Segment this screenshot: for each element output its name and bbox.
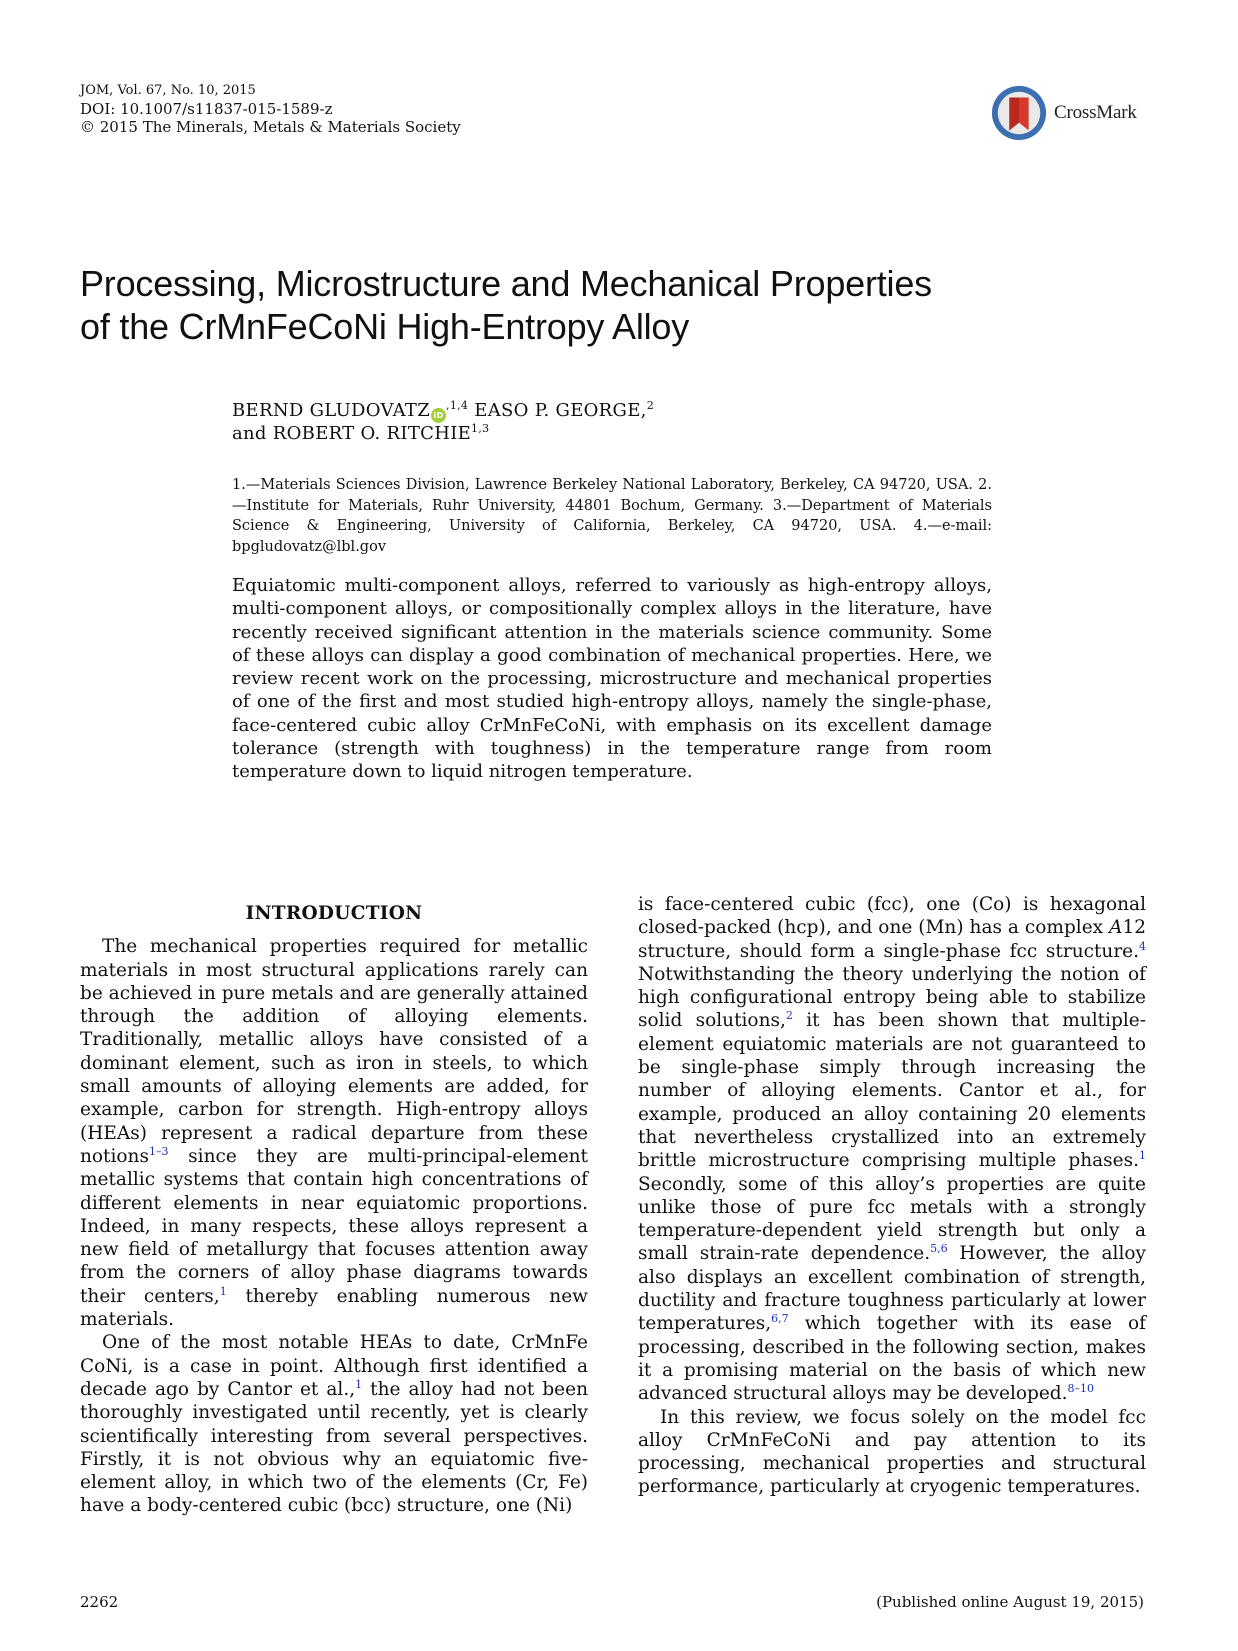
paragraph-text: 12 structure, should form a single-phase fcc structure. [638, 917, 1146, 962]
section-heading: INTRODUCTION [245, 903, 423, 924]
paragraph-text: the alloy had not been thoroughly investigated until recently, yet is clearly scientifically interesting from several perspectives. Firstly, it is not obvious why an equiatomic five-element alloy, in which two of the elements (Cr, Fe) have a body-centered cubic (bcc) structure, one (Ni) [80, 1378, 588, 1517]
paragraph-text: thereby enabling numerous new materials. [80, 1285, 589, 1331]
paragraph-text: is face-centered cubic (fcc), one (Co) is hexagonal closed-packed (hcp), and one (Mn) has a complex [638, 894, 1146, 939]
citation-link[interactable]: 2 [785, 1009, 793, 1023]
citation-link[interactable]: 5,6 [930, 1242, 948, 1256]
citation-link[interactable]: 1 [1139, 1149, 1146, 1163]
crossmark-badge[interactable] [990, 84, 1137, 142]
paragraph-text: One of the most notable HEAs to date, CrMnFe CoNi, is a case in point. Although first identified a decade ago by Cantor et al., [80, 1332, 588, 1400]
publication-date: (Published online August 19, 2015) [876, 1593, 1144, 1611]
left-column [80, 902, 588, 1518]
title-line-2: of the CrMnFeCoNi High-Entropy Alloy [80, 306, 690, 347]
author-ritchie: and ROBERT O. RITCHIE [232, 423, 472, 444]
author-affiliation-mark: 2 [646, 399, 654, 412]
paragraph-text: since they are multi-principal-element metallic systems that contain high concentrations of different elements in near equiatomic proportions. Indeed, in many respects, these alloys represent a new field of metallurgy that focuses attention away from the corners of alloy phase diagrams towards their centers, [80, 1145, 588, 1307]
right-column [638, 893, 1146, 1499]
orcid-icon[interactable]: iD [431, 408, 446, 423]
copyright: © 2015 The Minerals, Metals & Materials Society [80, 118, 461, 136]
paragraph-text: However, the alloy also displays an excellent combination of strength, ductility and fracture toughness particularly at lower temperatures, [638, 1243, 1146, 1335]
article-meta [80, 82, 461, 136]
citation-link[interactable]: 6,7 [771, 1312, 789, 1326]
title-line-1: Processing, Microstructure and Mechanical Properties [80, 263, 932, 304]
author-line-1 [232, 400, 654, 423]
citation-link[interactable]: 8–10 [1067, 1382, 1095, 1396]
author-affiliation-mark: 1,3 [471, 422, 490, 435]
page-number: 2262 [80, 1593, 119, 1611]
author-list [232, 400, 654, 445]
author-line-2 [232, 423, 654, 445]
paragraph-text: which together with its ease of processing, described in the following section, makes it a promising material on the basis of which new advanced structural alloys may be developed. [638, 1313, 1146, 1405]
paragraph [638, 893, 1146, 1406]
paragraph: In this review, we focus solely on the model fcc alloy CrMnFeCoNi and pay attention to its processing, mechanical properties and structural performance, particularly at cryogenic temperatures. [638, 1406, 1146, 1498]
citation-link[interactable]: 1 [355, 1377, 363, 1391]
paragraph [80, 935, 588, 1331]
paragraph-text: A [1109, 917, 1123, 939]
article-title [80, 262, 1080, 348]
author-george: EASO P. GEORGE, [468, 400, 647, 421]
abstract: Equiatomic multi-component alloys, referred to variously as high-entropy alloys, multi-component alloys, or compositionally complex alloys in the literature, have recently received significant attention in the materials science community. Some of these alloys can display a good combination of mechanical properties. Here, we review recent work on the processing, microstructure and mechanical properties of one of the first and most studied high-entropy alloys, namely the single-phase, face-centered cubic alloy CrMnFeCoNi, with emphasis on its excellent damage tolerance (strength with toughness) in the temperature range from room temperature down to liquid nitrogen temperature. [232, 575, 992, 783]
author-gludovatz: BERND GLUDOVATZ [232, 400, 431, 421]
citation-link[interactable]: 4 [1139, 939, 1146, 953]
citation-link[interactable]: 1 [219, 1284, 227, 1298]
crossmark-label: CrossMark [1054, 102, 1137, 123]
citation-link[interactable]: 1–3 [148, 1144, 169, 1158]
paragraph-text: it has been shown that multiple-element equiatomic materials are not guaranteed to be single-phase simply through increasing the number of alloying elements. Cantor et al., for example, produced an alloy containing 20 elements that nevertheless crystallized into an extremely brittle microstructure comprising multiple phases. [638, 1010, 1146, 1172]
paragraph-text: The mechanical properties required for metallic materials in most structural applications rarely can be achieved in pure metals and are generally attained through the addition of alloying elements. Traditionally, metallic alloys have consisted of a dominant element, such as iron in steels, to which small amounts of alloying elements are added, for example, carbon for strength. High-entropy alloys (HEAs) represent a radical departure from these notions [80, 936, 588, 1167]
author-affiliation-mark: ,1,4 [446, 399, 469, 412]
paragraph-text: Notwithstanding the theory underlying the notion of high configurational entropy being able to stabilize solid solutions, [638, 963, 1146, 1032]
paragraph-text: Secondly, some of this alloy’s properties are quite unlike those of pure fcc metals with a strongly temperature-dependent yield strength but only a small strain-rate dependence. [638, 1173, 1146, 1265]
journal-info: JOM, Vol. 67, No. 10, 2015 [80, 83, 256, 98]
paragraph [80, 1331, 588, 1517]
crossmark-icon [990, 84, 1048, 142]
doi[interactable]: DOI: 10.1007/s11837-015-1589-z [80, 100, 333, 118]
affiliations: 1.—Materials Sciences Division, Lawrence Berkeley National Laboratory, Berkeley, CA 94720, USA. 2.—Institute for Materials, Ruhr University, 44801 Bochum, Germany. 3.—Department of Materials Science & Engineering, University of California, Berkeley, CA 94720, USA. 4.—e-mail: bpgludovatz@lbl.gov [232, 477, 992, 555]
